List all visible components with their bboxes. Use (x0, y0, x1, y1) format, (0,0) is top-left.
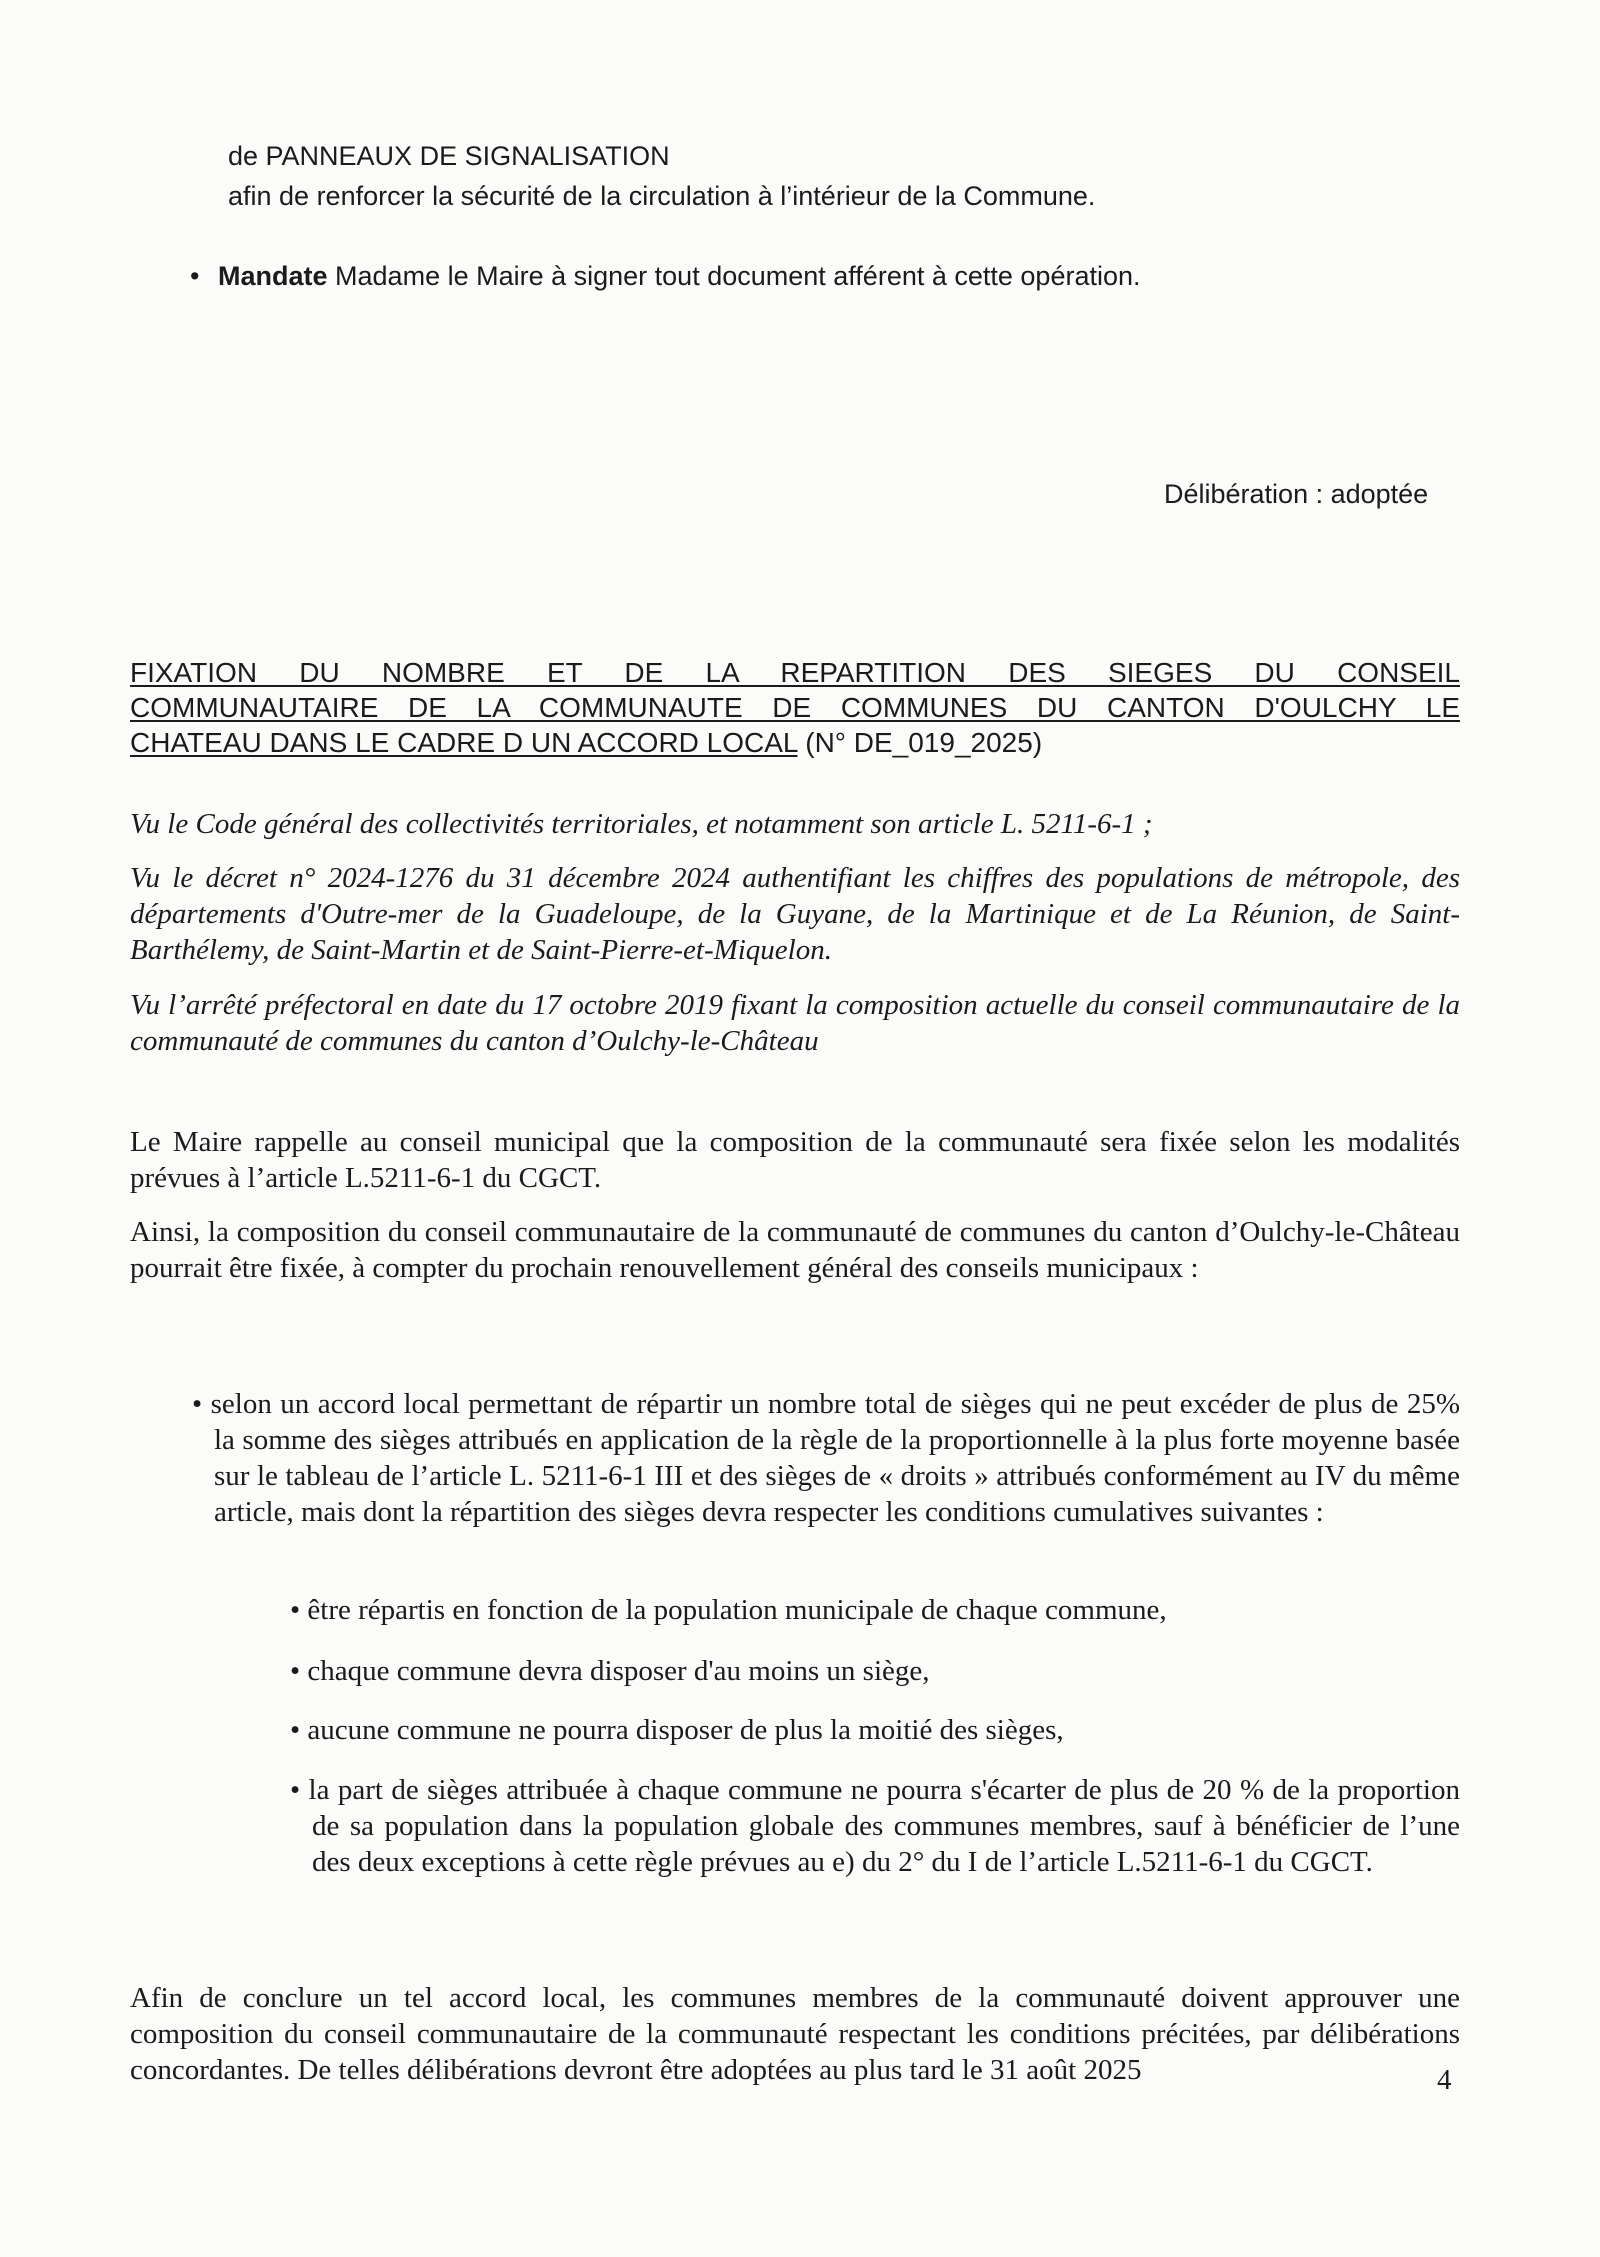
intro-line-1: de PANNEAUX DE SIGNALISATION (228, 141, 670, 171)
deliberation-status: Délibération : adoptée (1164, 479, 1429, 509)
condition-item-2 (290, 1653, 1460, 1689)
condition-text-2: chaque commune devra disposer d'au moins un siège, (307, 1655, 930, 1687)
visa-1: Vu le Code général des collectivités territoriales, et notamment son article L. 5211-6-1 ; (130, 808, 1153, 840)
visa-2: Vu le décret n° 2024-1276 du 31 décembre 2024 authentifiant les chiffres des populations de métropole, des départements d'Outre-mer de la Guadeloupe, de la Guyane, de la Martinique et de La Réunion, de Saint-Barthélemy, de Saint-Martin et de Saint-Pierre-et-Miquelon. (130, 862, 1460, 966)
page-number: 4 (1437, 2064, 1452, 2096)
closing-paragraph: Afin de conclure un tel accord local, les communes membres de la communauté doivent approuver une composition du conseil communautaire de la communauté respectant les conditions précitées, par délibérations concordantes. De telles délibérations devront être adoptées au plus tard le 31 août 2025 (130, 1982, 1460, 2086)
accord-local-item (192, 1386, 1460, 1530)
mandate-item (190, 256, 1141, 296)
bullet-icon: • (290, 1774, 301, 1806)
title-line-3 (130, 725, 1460, 760)
condition-item-1 (290, 1592, 1460, 1628)
accord-local-text: selon un accord local permettant de répartir un nombre total de sièges qui ne peut excéder de plus de 25% la somme des sièges attribués en application de la règle de la proportionnelle à la plus forte moyenne basée sur le tableau de l’article L. 5211-6-1 III et des sièges de « droits » attribués conformément au IV du même article, mais dont la répartition des sièges devra respecter les conditions cumulatives suivantes : (210, 1388, 1460, 1528)
mandate-text: Madame le Maire à signer tout document afférent à cette opération. (327, 261, 1141, 291)
paragraph-2: Ainsi, la composition du conseil communautaire de la communauté de communes du canton d’Oulchy-le-Château pourrait être fixée, à compter du prochain renouvellement général des conseils municipaux : (130, 1216, 1460, 1284)
condition-text-4: la part de sièges attribuée à chaque commune ne pourra s'écarter de plus de 20 % de la proportion de sa population dans la population globale des communes membres, sauf à bénéficier de l’une des deux exceptions à cette règle prévues au e) du 2° du I de l’article L.5211-6-1 du CGCT. (308, 1774, 1460, 1878)
title-line-3-underlined: CHATEAU DANS LE CADRE D UN ACCORD LOCAL (130, 727, 798, 758)
condition-item-3 (290, 1712, 1460, 1748)
bullet-icon: • (190, 261, 200, 291)
bullet-icon: • (290, 1594, 301, 1626)
bullet-icon: • (290, 1714, 301, 1746)
condition-item-4 (290, 1772, 1460, 1880)
intro-line-2: afin de renforcer la sécurité de la circulation à l’intérieur de la Commune. (228, 181, 1096, 211)
condition-text-1: être répartis en fonction de la population municipale de chaque commune, (307, 1594, 1167, 1626)
title-line-2: COMMUNAUTAIRE DE LA COMMUNAUTE DE COMMUNES DU CANTON D'OULCHY LE (130, 692, 1460, 723)
paragraph-1: Le Maire rappelle au conseil municipal que la composition de la communauté sera fixée selon les modalités prévues à l’article L.5211-6-1 du CGCT. (130, 1126, 1460, 1194)
visa-3: Vu l’arrêté préfectoral en date du 17 octobre 2019 fixant la composition actuelle du conseil communautaire de la communauté de communes du canton d’Oulchy-le-Château (130, 989, 1460, 1057)
title-reference: (N° DE_019_2025) (797, 727, 1043, 758)
bullet-icon: • (290, 1655, 301, 1687)
title-line-1: FIXATION DU NOMBRE ET DE LA REPARTITION DES SIEGES DU CONSEIL (130, 657, 1460, 688)
mandate-label: Mandate (218, 261, 328, 291)
bullet-icon: • (192, 1388, 203, 1420)
condition-text-3: aucune commune ne pourra disposer de plus la moitié des sièges, (307, 1714, 1064, 1746)
section-title (130, 655, 1460, 760)
